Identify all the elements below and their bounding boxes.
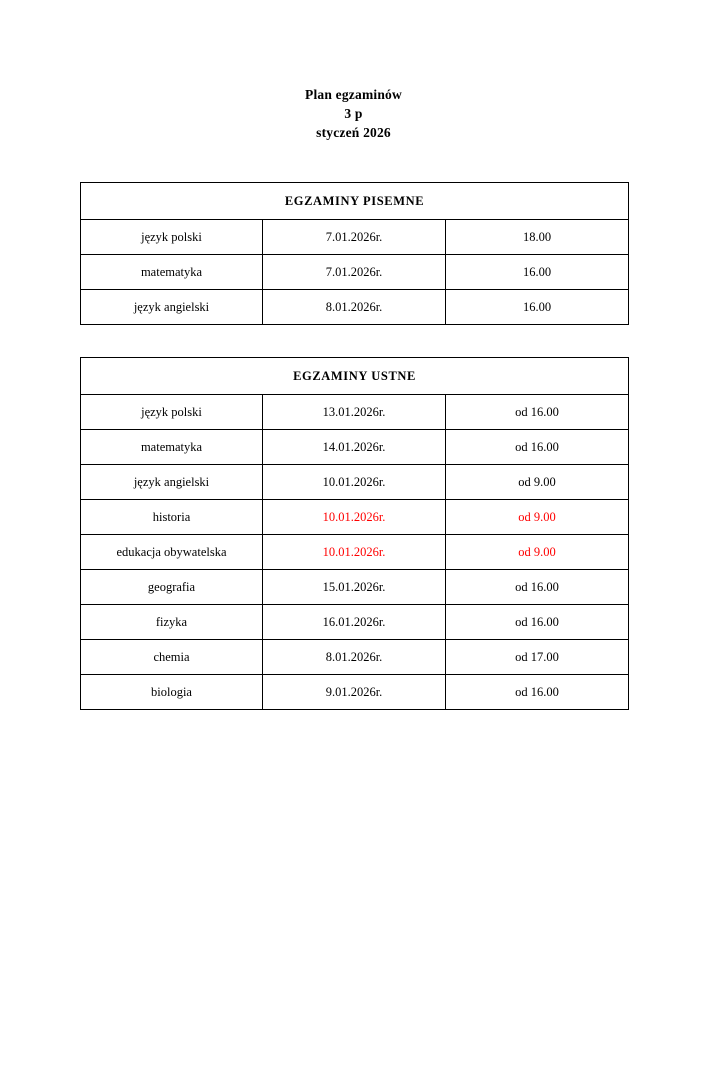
oral-exams-header: EGZAMINY USTNE [81, 358, 629, 395]
subject-cell: matematyka [81, 255, 263, 290]
table-header-row [81, 183, 629, 220]
table-row [81, 500, 629, 535]
title-line-2: 3 p [344, 106, 363, 121]
time-cell: 16.00 [446, 290, 629, 325]
date-cell: 8.01.2026r. [263, 290, 446, 325]
time-cell: od 17.00 [446, 640, 629, 675]
oral-exams-body [81, 358, 629, 710]
table-header-row [81, 358, 629, 395]
subject-cell: geografia [81, 570, 263, 605]
written-exams-body [81, 183, 629, 325]
table-row [81, 675, 629, 710]
table-row [81, 255, 629, 290]
subject-cell: historia [81, 500, 263, 535]
document-page [0, 85, 707, 1085]
subject-cell: język angielski [81, 290, 263, 325]
table-row [81, 570, 629, 605]
subject-cell: fizyka [81, 605, 263, 640]
table-row [81, 535, 629, 570]
time-cell: od 9.00 [446, 500, 629, 535]
table-row [81, 465, 629, 500]
subject-cell: język polski [81, 395, 263, 430]
table-row [81, 395, 629, 430]
date-cell: 14.01.2026r. [263, 430, 446, 465]
time-cell: od 16.00 [446, 605, 629, 640]
date-cell: 16.01.2026r. [263, 605, 446, 640]
date-cell: 8.01.2026r. [263, 640, 446, 675]
table-row [81, 640, 629, 675]
subject-cell: chemia [81, 640, 263, 675]
written-exams-header: EGZAMINY PISEMNE [81, 183, 629, 220]
written-exams-table [80, 182, 629, 325]
date-cell: 13.01.2026r. [263, 395, 446, 430]
date-cell: 10.01.2026r. [263, 535, 446, 570]
table-row [81, 220, 629, 255]
date-cell: 10.01.2026r. [263, 500, 446, 535]
subject-cell: matematyka [81, 430, 263, 465]
subject-cell: język angielski [81, 465, 263, 500]
title-line-1: Plan egzaminów [305, 87, 402, 102]
time-cell: 18.00 [446, 220, 629, 255]
time-cell: 16.00 [446, 255, 629, 290]
time-cell: od 9.00 [446, 465, 629, 500]
date-cell: 7.01.2026r. [263, 220, 446, 255]
time-cell: od 16.00 [446, 395, 629, 430]
date-cell: 10.01.2026r. [263, 465, 446, 500]
page-title [0, 85, 707, 142]
table-row [81, 290, 629, 325]
time-cell: od 16.00 [446, 570, 629, 605]
oral-exams-table [80, 357, 629, 710]
date-cell: 7.01.2026r. [263, 255, 446, 290]
time-cell: od 16.00 [446, 675, 629, 710]
title-line-3: styczeń 2026 [316, 125, 391, 140]
subject-cell: biologia [81, 675, 263, 710]
table-row [81, 605, 629, 640]
subject-cell: język polski [81, 220, 263, 255]
subject-cell: edukacja obywatelska [81, 535, 263, 570]
time-cell: od 9.00 [446, 535, 629, 570]
date-cell: 9.01.2026r. [263, 675, 446, 710]
table-row [81, 430, 629, 465]
date-cell: 15.01.2026r. [263, 570, 446, 605]
time-cell: od 16.00 [446, 430, 629, 465]
